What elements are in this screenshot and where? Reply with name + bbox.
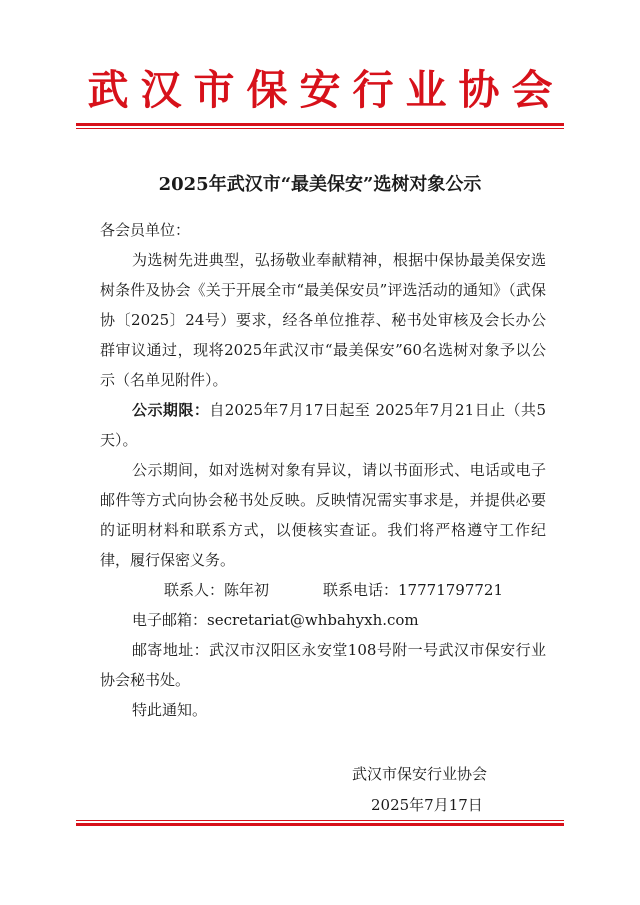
letterhead-org-name: 武汉市保安行业协会 (87, 66, 565, 114)
letterhead-divider-thin (76, 128, 564, 129)
footer-divider-thin (76, 820, 564, 821)
paragraph-period (100, 395, 546, 455)
period-label: 公示期限： (132, 401, 210, 419)
contact-row (100, 575, 546, 605)
footer-divider-thick (76, 823, 564, 826)
contact-address: 邮寄地址：武汉市汉阳区永安堂108号附一号武汉市保安行业协会秘书处。 (100, 641, 546, 689)
salutation: 各会员单位： (100, 221, 191, 239)
letterhead-divider-thick (76, 123, 564, 126)
signature-org: 武汉市保安行业协会 (352, 765, 488, 783)
contact-email: 电子邮箱：secretariat@whbahyxh.com (132, 611, 419, 629)
paragraph-objection: 公示期间，如对选树对象有异议，请以书面形式、电话或电子邮件等方式向协会秘书处反映。反映情况需实事求是，并提供必要的证明材料和联系方式，以便核实查证。我们将严格遵守工作纪律，履行保密义务。 (100, 461, 546, 569)
contact-phone: 联系电话：17771797721 (323, 581, 503, 599)
closing-remark: 特此通知。 (132, 701, 208, 719)
contact-person: 联系人：陈年初 (164, 581, 270, 599)
signature-date: 2025年7月17日 (371, 796, 483, 814)
document-title: 2025年武汉市“最美保安”选树对象公示 (158, 174, 482, 195)
document-body (100, 215, 546, 725)
period-text: 自2025年7月17日起至 2025年7月21日止（共5天）。 (100, 401, 546, 449)
paragraph-intro: 为选树先进典型，弘扬敬业奉献精神，根据中保协最美保安选树条件及协会《关于开展全市“最美保安员”评选活动的通知》（武保协〔2025〕24号）要求，经各单位推荐、秘书处审核及会长办公群审议通过，现将2025年武汉市“最美保安”60名选树对象予以公示（名单见附件）。 (100, 251, 546, 389)
